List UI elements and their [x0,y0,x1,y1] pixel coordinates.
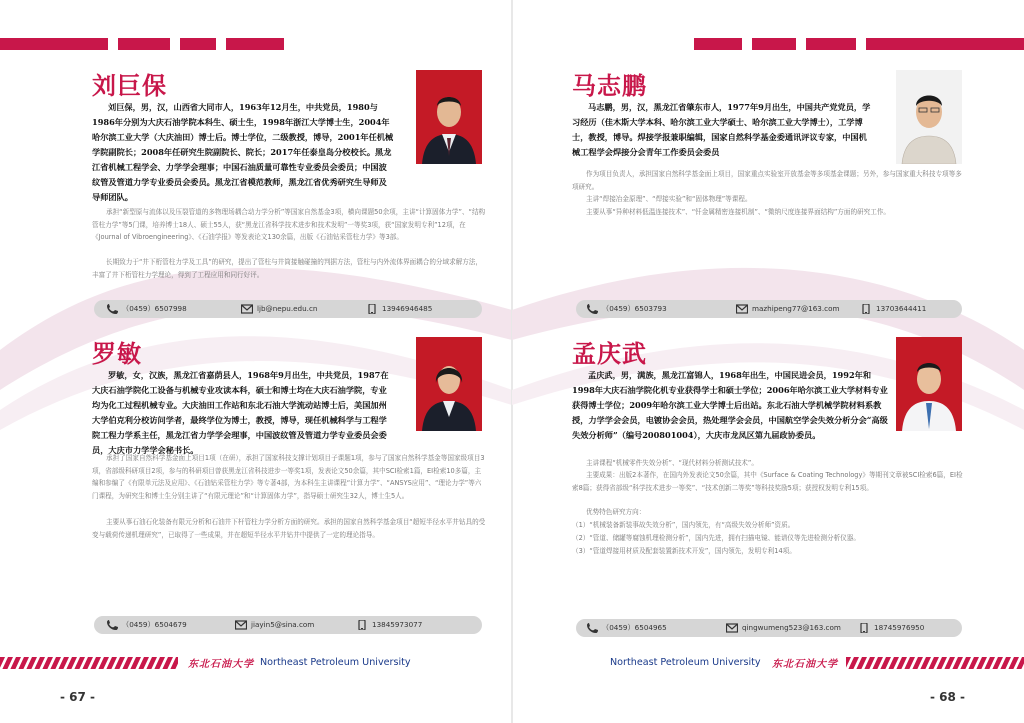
email-icon [235,620,247,630]
research-direction-item: （2）“管道、储罐等腐蚀机理检测分析”，国内先进，拥有扫描电镜、能谱仪等先进检测分析仪器。 [572,534,860,542]
page-number: - 68 - [930,690,966,704]
header-bar [866,38,1024,50]
header-bar [694,38,742,50]
profile-research-luo: 主要从事石油石化装备有限元分析和石油井下杆管柱力学分析方面的研究。承担的国家自然科学基金项目“超短半径水平井钻具的受变与载荷传递机理研究”，已取得了一些成果，并在超短半径水平井钻井中提供了一定的理论指导。 [92,518,486,539]
profile-research-liu: 承担“新型原与流体以及压裂管道的多物理场耦合动力学分析”等国家自然基金3项，横向课题50余项，主讲“计算固体力学”、“结构管柱力学”等5门课，培养博士18人、硕士55人，获“黑龙江省科学技术进步和技术发明”一等奖3项，获“国家发明专利”12项，在《Journal of Vibroengineering》、《石油学报》等发表论文130余篇，出版《石油钻采管柱力学》等3部。 [92,208,486,241]
profile-research-ma: 主要从事“异种材料低温连接技术”、“钎金属精密连接机制”、“微纳尺度连接界面结构”方面的研究工作。 [586,208,891,216]
portrait-photo-meng [896,337,962,431]
page-number: - 67 - [60,690,96,704]
phone-number: （0459）6504679 [122,620,187,629]
profile-research-ma: 作为项目负责人，承担国家自然科学基金面上项目，国家重点实验室开放基金等多项基金课题；另外，参与国家重大科技专项等多项研究。 [572,170,962,191]
profile-research-ma: 主讲“焊接冶金原理”、“焊接实验”和“固体物理”等课程。 [586,195,752,203]
mobile-number: 13703644411 [876,304,927,313]
profile-research-luo: 承担了国家自然科学基金面上项目1项（在研），承担了国家科技支撑计划项目子课题1项，参与了国家自然科学基金等国家级项目3项，省部级科研项目2项，参与的科研项目曾获黑龙江省科技进步一等奖1项，发表论文50余篇，其中SCI检索1篇，EI检索10多篇，主编和参编了《有限单元法及应用》、《石油钻采管柱力学》等专著4部，为本科生主讲课程“计算力学”、“ANSYS应用”、“理论力学”等六门课程，为研究生和博士生分别主讲了“有限元理论”和“计算固体力学”，指导硕士研究生32人，博士生5人。 [92,454,485,500]
portrait-photo-ma [896,70,962,164]
phone-number: （0459）6503793 [602,304,667,313]
email-icon [726,623,738,633]
right-page [512,0,1024,723]
university-logo: 东北石油大学 [772,659,838,670]
email-address[interactable]: qingwumeng523@163.com [742,623,841,632]
mobile-icon [860,304,872,314]
mobile-icon [356,620,368,630]
footer-stripes [0,657,178,669]
email-address[interactable]: mazhipeng77@163.com [752,304,840,313]
header-bar [118,38,170,50]
footer-stripes [846,657,1024,669]
email-icon [736,304,748,314]
portrait-photo-luo [416,337,482,431]
university-name: Northeast Petroleum University [260,657,411,668]
profile-bio-liu: 刘巨保，男，汉，山西省大同市人，1963年12月生，中共党员，1980与1986年分别为大庆石油学院本科生、硕士生，1998年浙江大学博士生，2004年哈尔滨工业大学（大庆油田）博士后。博士学位，二级教授，博导，2001年任机械学院副院长；2008年任研究生院副院长、院长；2017年任泰皇岛分校校长。黑龙江省机械工程学会、力学学会理事；中国石油质量可靠性专业委员会委员；中国波纹管及管道力学专业委员会委员。黑龙江省模范教师，黑龙江省优秀研究生导师及导师团队。 [92,102,394,202]
header-bar [180,38,216,50]
contact-bar-liu [94,300,482,318]
profile-name-meng: 孟庆武 [572,339,647,368]
phone-icon [586,623,598,633]
header-bar [226,38,284,50]
phone-number: （0459）6507998 [122,304,187,313]
profile-name-luo: 罗敏 [92,339,142,368]
phone-icon [106,620,118,630]
header-bar [752,38,796,50]
header-bar [0,38,108,50]
email-address[interactable]: jiayin5@sina.com [251,620,315,629]
profile-bio-luo: 罗敏，女，汉族，黑龙江省嘉荫县人，1968年9月出生，中共党员，1987在大庆石油学院化工设备与机械专业攻读本科，硕士和博士均在大庆石油学院，专业均为化工过程机械专业。大庆油田工作站和东北石油大学流动站博士后，美国加州大学伯克利分校访问学者，最终学位为博士，教授，博导，现任机械科学与工程学院工程力学系主任，黑龙江省力学学会理事，中国波纹管及管道力学专业委员会委员，大庆市力学学会秘书长。 [92,370,389,455]
mobile-number: 18745976950 [874,623,925,632]
email-address[interactable]: ljb@nepu.edu.cn [257,304,318,313]
research-directions-title: 优势特色研究方向： [586,508,646,516]
email-icon [241,304,253,314]
phone-number: （0459）6504965 [602,623,667,632]
profile-research-liu: 长期致力于“井下桁管柱力学及工具”的研究，提出了管柱与井筒接触碰撞的判据方法，管柱与内外流体界面耦合的分域求解方法，丰富了井下桁管柱力学理论，得到了工程应用和同行好评。 [92,258,483,279]
mobile-icon [858,623,870,633]
profile-research-meng: 主讲课程“机械零件失效分析”、“现代材料分析测试技术”。 [586,459,758,467]
phone-icon [106,304,118,314]
contact-bar-ma [576,300,962,318]
university-name: Northeast Petroleum University [610,657,761,668]
university-logo: 东北石油大学 [188,659,254,670]
mobile-icon [366,304,378,314]
profile-name-liu: 刘巨保 [92,71,167,100]
portrait-photo-liu [416,70,482,164]
profile-research-meng: 主要成果：出版2本著作，在国内外发表论文50余篇，其中《Surface & Coating Technology》等期刊文章被SCI检索6篇，EI检索8篇；获得省部级“科学技术进步一等奖”、“技术创新二等奖”等科技奖励5项；获授权发明专利15项。 [572,471,963,492]
contact-bar-meng [576,619,962,637]
profile-bio-meng: 孟庆武，男，满族，黑龙江富锦人，1968年出生，中国民进会员，1992年和1998年大庆石油学院化机专业获得学士和硕士学位；2006年哈尔滨工业大学材料专业获得博士学位；2009年哈尔滨工业大学博士后出站。东北石油大学机械学院材料系教授，力学学会会员，电镀协会会员，热处理学会会员，中国航空学会失效分析分会“高级失效分析师”（编号200801004），大庆市龙凤区第九届政协委员。 [572,370,888,440]
research-direction-item: （3）“管道焊接用材质及配套装置新技术开发”，国内领先，发明专利14项。 [572,547,796,555]
contact-bar-luo [94,616,482,634]
profile-bio-ma: 马志鹏，男，汉，黑龙江省肇东市人，1977年9月出生，中国共产党党员，学习经历（佳木斯大学本科、哈尔滨工业大学硕士、哈尔滨工业大学博士），工学博士，教授，博导。焊接学报兼职编辑，国家自然科学基金委通讯评议专家，中国机械工程学会焊接分会青年工作委员会委员 [572,102,871,157]
profile-name-ma: 马志鹏 [572,71,647,100]
header-bar [806,38,856,50]
phone-icon [586,304,598,314]
research-direction-item: （1）“机械装备新装事故失效分析”，国内领先，有“高级失效分析师”资质。 [572,521,795,529]
mobile-number: 13845973077 [372,620,423,629]
mobile-number: 13946946485 [382,304,433,313]
